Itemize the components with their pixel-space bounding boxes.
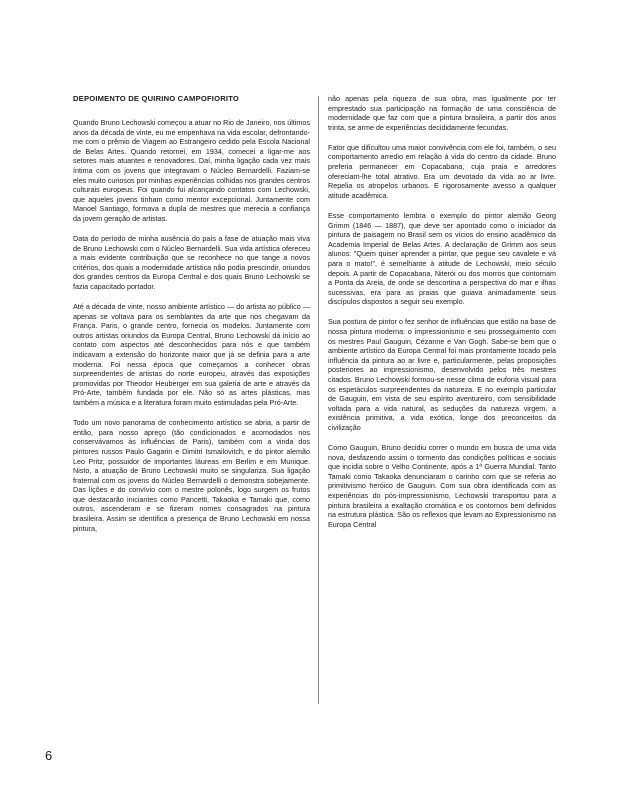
paragraph: Esse comportamento lembra o exemplo do pintor alemão Georg Grimm (1846 — 1887), que deve ser apontado como o iniciador da pintura de paisagem no Brasil sem os vícios do ensino acadêmico da Academia Imperial de Belas Artes. A declaração de Grimm aos seus alunos: "Quem quiser aprender a pintar, que pegue seu cavalete e vá para o mato!", é semelhante à atitude de Lechowski, meio século depois. A partir de Copacabana, Niterói ou dos morros que contornam a Ponta da Areia, de onde se descortina a perspectiva do mar e ilhas sucessivas, era para as praias que guiava animadamente seus discípulos dispostos a seguir seu exemplo. (328, 210, 556, 307)
article-heading: DEPOIMENTO DE QUIRINO CAMPOFIORITO (73, 94, 239, 103)
paragraph: Quando Bruno Lechowski começou a atuar no Rio de Janeiro, nos últimos anos da década de vinte, eu me empenhava na vida escolar, defrontando-me com o prêmio de Viagem ao Estrangeiro cedido pela Escola Nacional de Belas Artes. Quando retornei, em 1934, comecei a ligar-me aos setores mais atuantes e renovadores. Daí, minha ligação cada vez mais íntima com os jovens que integravam o Núcleo Bernardelli. Faziam-se eles muito curiosos por minhas experiências colhidas nos grandes centros culturais europeus. Foi quando fui alcançando contatos com Lechowski, que aqueles jovens tinham como mentor excepcional. Juntamente com Manoel Santiago, formava a dupla de mestres que merecia a confiança da jovem geração de artistas. (73, 118, 310, 223)
column-divider (318, 96, 319, 704)
page-number: 6 (45, 748, 53, 763)
paragraph: Fator que dificultou uma maior convivência com ele foi, também, o seu comportamento arredio em relação à vida do centro da cidade. Bruno preferia permanecer em Copacabana, cuja praia e arredores ofereciam-lhe total atrativo. Era um devotado da vida ao ar livre. Repelia os atropelos urbanos. E rigorosamente avesso a qualquer atitude acadêmica. (328, 142, 556, 200)
paragraph: Todo um novo panorama de conhecimento artístico se abria, a partir de então, para nosso apreço (tão condicionados e acomodados nos conservávamos às influências de Paris), também com a vinda dos pintores russos Paulo Gagarin e Dimitri Ismailovitch, e do pintor alemão Leo Pritz, possuidor de importantes láureas em Berlim e em Munique. Nisto, a atuação de Bruno Lechowski muito se singulariza. Sua ligação fraternal com os jovens do Núcleo Bernardelli o demonstra sobejamente. Das lições e do convívio com o mestre polonês, logo surgem os frutos que destacarão iniciantes como Pancetti, Takaoka e Tamaki que, como outros, ascenderam e se fizeram nomes consagrados na pintura brasileira. Assim se identifica a presença de Bruno Lechowski em nossa pintura, (73, 418, 310, 533)
right-column (328, 94, 556, 529)
paragraph: Sua postura de pintor o fez senhor de influências que estão na base de nossa pintura moderna: o impressionismo e seu prosseguimento com os mestres Paul Gauguin, Cézanne e Van Gogh. Sabe-se bem que o ambiente artístico da Europa Central foi mais prontamente tocado pela influência da pintura ao ar livre e, particularmente, pelas proposições posteriores ao impressionismo, desenvolvido pelos três mestres citados. Bruno Lechowski formou-se nesse clima de euforia visual para os espetáculos surpreendentes da natureza. E no exemplo particular de Gauguin, em vista de seu espírito aventureiro, com sensibilidade voltada para a vida natural, as seduções da natureza virgem, a existência primitiva, a vida exótica, longe dos preconceitos da civilização (328, 317, 556, 432)
left-column (73, 94, 310, 533)
paragraph: Data do período de minha ausência do país a fase de atuação mais viva de Bruno Lechowski com o Núcleo Bernardelli. Sua vida artística ofereceu a mais evidente contribuição que se reconhece no que tange a novos critérios, dos quais a modernidade artística não podia prescindir, oriundos dos grandes centros da Europa Central e dos quais Bruno Lechowski se fazia capacitado portador. (73, 234, 310, 291)
paragraph: não apenas pela riqueza de sua obra, mas igualmente por ter emprestado sua participação na formação de uma consciência de modernidade que faz com que a pintura brasileira, a partir dos anos trinta, se arme de experiências decididamente fecundas. (328, 94, 556, 132)
paragraph: Como Gauguin, Bruno decidiu correr o mundo em busca de uma vida nova, desfazendo assim o tormento das condições políticas e sociais que incidia sobre o Velho Continente, após a 1ª Guerra Mundial. Tanto Tamaki como Takaoka denunciaram o carinho com que se referia ao primitivismo heróico de Gauguin. Com sua obra identificada com as experiências do pós-impressionismo, Lechowski transportou para a pintura brasileira a exaltação cromática e os contornos bem definidos na estrutura plástica. São os reflexos que levam ao Expressionismo na Europa Central (328, 443, 556, 529)
paragraph: Até a década de vinte, nosso ambiente artístico — do artista ao público — apenas se voltava para os semblantes da arte que nos chegavam da França. Paris, o grande centro, fornecia os modelos. Juntamente com outros artistas oriundos da Europa Central, Bruno Lechowski dá início ao contato com aspectos até desconhecidos para nós e que também indicavam a extensão do horizonte maior que já se definia para a arte moderna. Foi nessa época que começamos a conhecer obras surpreendentes de artistas do norte europeu, através das exposições promovidas por Theodor Heuberger em sua galeria de arte e através da Pró-Arte, também fundada por ele. Não só as artes plásticas, mas também a música e a literatura foram muito estimuladas pela Pró-Arte. (73, 302, 310, 408)
